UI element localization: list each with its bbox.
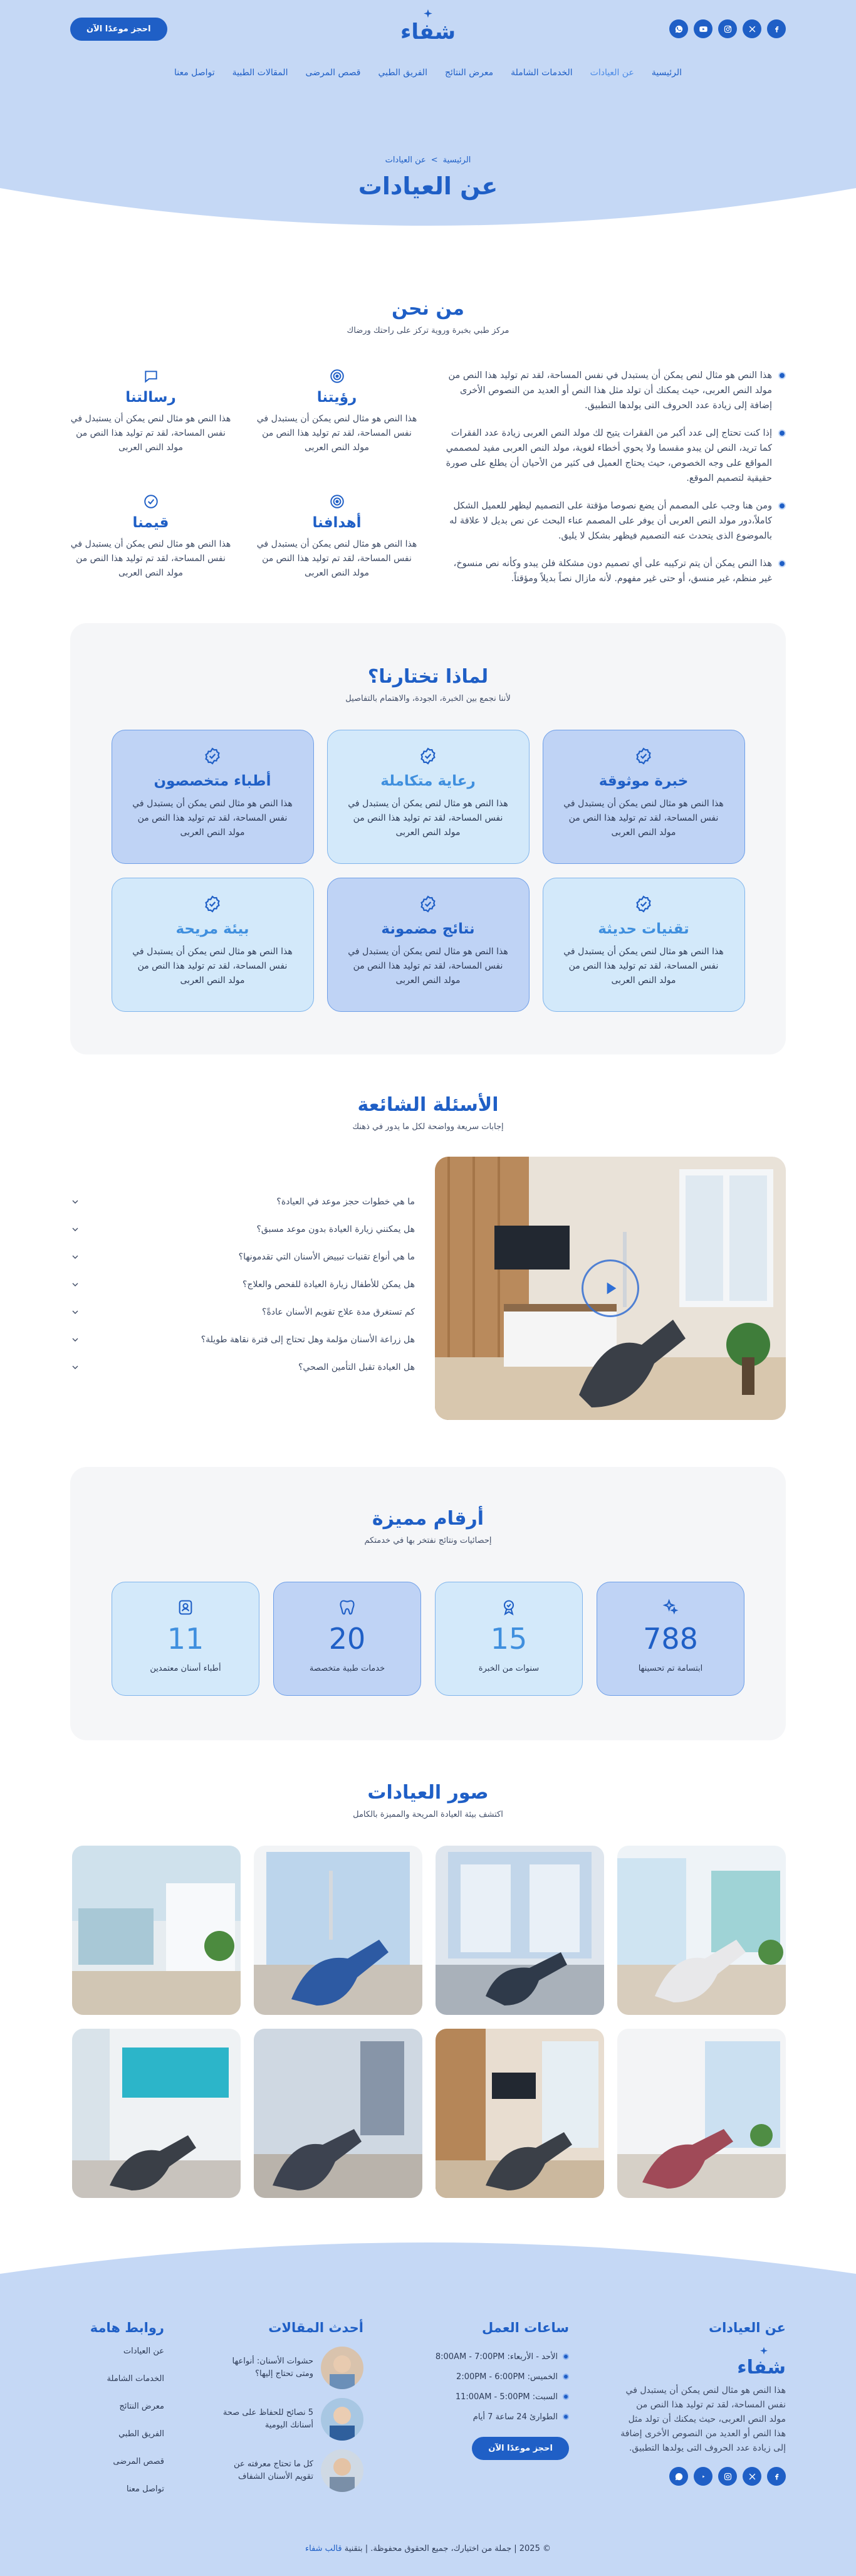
sparkle-icon: [422, 9, 434, 20]
gallery-photo[interactable]: [617, 2029, 786, 2198]
footer-book-appointment-button[interactable]: احجز موعدًا الآن: [472, 2437, 569, 2460]
footer-link-stories[interactable]: قصص المرضى: [113, 2457, 164, 2466]
footer-posts-title: أحدث المقالات: [268, 2320, 363, 2335]
doctor-card-icon: [177, 1599, 194, 1616]
post-item[interactable]: [213, 2398, 363, 2441]
hours-row: الطوارئ 24 ساعة 7 أيام: [412, 2407, 569, 2427]
nav-item-home[interactable]: الرئيسية: [651, 68, 682, 78]
stat-label: أطباء أسنان معتمدين: [150, 1664, 221, 1673]
clinic-photo: [436, 1846, 604, 2015]
post-title: كل ما تحتاج معرفته عن تقويم الأسنان الشفاف: [234, 2459, 313, 2481]
bullet-icon: [563, 2414, 569, 2420]
page-title: عن العيادات: [358, 172, 498, 200]
footer-links-title: روابط هامة: [90, 2320, 164, 2335]
why-us-cards: [70, 730, 786, 1012]
faq-item[interactable]: هل زراعة الأسنان مؤلمة وهل تحتاج إلى فترة نقاهة طويلة؟: [70, 1326, 415, 1354]
chevron-down-icon: [70, 1197, 80, 1207]
clinic-photo: [72, 2029, 241, 2198]
topbar: [70, 14, 786, 44]
footer-hours-title: ساعات العمل: [482, 2320, 569, 2335]
why-card: [327, 730, 530, 864]
hero-wave: [0, 176, 856, 251]
badge-check-icon: [419, 747, 437, 765]
whatsapp-icon[interactable]: [669, 2467, 688, 2486]
about-point: هذا النص يمكن أن يتم تركيبه على أي تصميم دون مشكلة فلن يبدو وكأنه نص منسوخ، غير منظم، غير منسق، أو حتى غير مفهوم. لأنه مازال نصاً بديلاً ومؤقتاً.: [442, 556, 786, 586]
post-thumbnail: [321, 2347, 363, 2389]
about-section: [70, 298, 786, 599]
why-card-text: هذا النص هو مثال لنص يمكن أن يستبدل في نفس المساحة، لقد تم توليد هذا النص من مولد النص العربى: [563, 947, 724, 986]
whatsapp-icon[interactable]: [669, 19, 688, 38]
clinic-photo: [254, 1846, 422, 2015]
why-card-title: أطباء متخصصون: [154, 773, 271, 789]
faq-list: [70, 1157, 415, 1420]
why-us-title: لماذا تختارنا؟: [367, 666, 489, 688]
about-card-text: هذا النص هو مثال لنص يمكن أن يستبدل في نفس المساحة، لقد تم توليد هذا النص من مولد النص العربى: [70, 414, 231, 453]
why-card: [327, 878, 530, 1012]
stat-card: [435, 1582, 583, 1696]
badge-check-icon: [203, 747, 222, 765]
copyright: [0, 2544, 856, 2553]
stat-card: [112, 1582, 259, 1696]
chevron-down-icon: [70, 1335, 80, 1345]
about-point: ومن هنا وجب على المصمم أن يضع نصوصا مؤقتة على التصميم ليظهر للعميل الشكل كاملاً،دور مولد النص العربى أن يوفر على المصمم عناء البحث عن نص بديل لا علاقة له بالموضوع الذى يتحدث عنه التصميم فيظهر بشكل لا يليق.: [442, 498, 786, 544]
post-item[interactable]: [213, 2449, 363, 2492]
about-point: إذا كنت تحتاج إلى عدد أكبر من الفقرات يتيح لك مولد النص العربى زيادة عدد الفقرات كما تريد، النص لن يبدو مقسما ولا يحوي أخطاء لغوية، مولد النص العربى مفيد لمصممي المواقع على وجه الخصوص، حيث يحتاج العميل فى كثير من الأحيان أن يطلع على صورة حقيقية لتصميم الموقع.: [442, 426, 786, 486]
gallery-photo[interactable]: [254, 2029, 422, 2198]
target-icon: [329, 493, 345, 510]
x-icon[interactable]: [743, 2467, 761, 2486]
book-appointment-button[interactable]: احجز موعدًا الآن: [70, 18, 167, 41]
sparkle-icon: [662, 1599, 679, 1616]
about-subtitle: مركز طبي بخبرة وروية تركز على راحتك ورضاك: [347, 326, 509, 335]
about-title: من نحن: [392, 298, 464, 320]
about-card-text: هذا النص هو مثال لنص يمكن أن يستبدل في نفس المساحة، لقد تم توليد هذا النص من مولد النص العربى: [70, 539, 231, 578]
logo-text: شفاء: [400, 19, 456, 45]
why-card-title: تقنيات حديثة: [598, 921, 689, 937]
nav-item-contact[interactable]: تواصل معنا: [174, 68, 215, 78]
footer-link-contact[interactable]: تواصل معنا: [126, 2484, 164, 2494]
social-links: [669, 19, 786, 38]
footer-hours: [412, 2320, 569, 2512]
bullet-icon: [563, 2394, 569, 2400]
stat-card: [273, 1582, 421, 1696]
instagram-icon[interactable]: [718, 19, 737, 38]
stat-label: سنوات من الخبرة: [478, 1664, 540, 1673]
about-point: هذا النص هو مثال لنص يمكن أن يستبدل في نفس المساحة، لقد تم توليد هذا النص من مولد النص العربى، حيث يمكنك أن تولد مثل هذا النص أو العديد من النصوص الأخرى إضافة إلى زيادة عدد الحروف التى يولدها التطبيق.: [442, 368, 786, 413]
youtube-icon[interactable]: [694, 2467, 712, 2486]
nav-item-articles[interactable]: المقالات الطبية: [232, 68, 288, 78]
faq-title: الأسئلة الشائعة: [357, 1094, 499, 1116]
why-card-title: خبرة موثوقة: [598, 773, 689, 789]
stats-cards: [70, 1582, 786, 1696]
gallery-photo[interactable]: [436, 2029, 604, 2198]
breadcrumb-home[interactable]: الرئيسية: [442, 155, 471, 165]
gallery-photo[interactable]: [254, 1846, 422, 2015]
copyright-brand-link[interactable]: قالب شفاء: [305, 2544, 342, 2553]
site-logo[interactable]: [400, 9, 456, 44]
clinic-photo: [617, 1846, 786, 2015]
footer-link-services[interactable]: الخدمات الشاملة: [107, 2374, 164, 2384]
gallery-section: [70, 1782, 786, 2198]
bullet-icon: [563, 2374, 569, 2380]
medal-icon: [500, 1599, 518, 1616]
bullet-icon: [778, 502, 786, 510]
faq-item[interactable]: هل العيادة تقبل التأمين الصحي؟: [70, 1354, 415, 1381]
hours-row: السبت: 11:00AM - 5:00PM: [412, 2387, 569, 2407]
faq-section: [70, 1094, 786, 1420]
badge-check-icon: [634, 895, 653, 913]
footer-logo[interactable]: [737, 2347, 786, 2379]
about-card-title: رسالتنا: [125, 389, 176, 406]
why-card: [543, 730, 745, 864]
breadcrumb-current: عن العيادات: [385, 155, 426, 165]
badge-check-icon: [634, 747, 653, 765]
gallery-photo[interactable]: [72, 1846, 241, 2015]
faq-item[interactable]: كم تستغرق مدة علاج تقويم الأسنان عادةً؟: [70, 1298, 415, 1326]
breadcrumb: [0, 155, 856, 165]
footer-social-links: [618, 2467, 786, 2486]
post-title: 5 نصائح للحفاظ على صحة أسنانك اليومية: [222, 2408, 313, 2430]
footer-link-results[interactable]: معرض النتائج: [119, 2402, 164, 2411]
stats-section: [70, 1467, 786, 1740]
nav-item-about[interactable]: عن العيادات: [590, 68, 634, 78]
bullet-icon: [563, 2353, 569, 2360]
chevron-down-icon: [70, 1224, 80, 1234]
about-card-mission: [70, 368, 231, 473]
faq-item[interactable]: هل يمكنني زيارة العيادة بدون موعد مسبق؟: [70, 1216, 415, 1243]
logo-text: شفاء: [737, 2357, 786, 2379]
nav-item-team[interactable]: الفريق الطبي: [378, 68, 427, 78]
faq-item[interactable]: هل يمكن للأطفال زيارة العيادة للفحص والعلاج؟: [70, 1271, 415, 1298]
chevron-down-icon: [70, 1280, 80, 1290]
stat-value: 15: [490, 1622, 528, 1656]
about-card-vision: [256, 368, 417, 473]
why-card: [543, 878, 745, 1012]
gallery-photo[interactable]: [617, 1846, 786, 2015]
why-card-title: رعاية متكاملة: [380, 773, 476, 789]
faq-item[interactable]: ما هي خطوات حجز موعد في العيادة؟: [70, 1188, 415, 1216]
footer-link-team[interactable]: الفريق الطبي: [118, 2429, 164, 2439]
clinic-photo: [617, 2029, 786, 2198]
gallery-title: صور العيادات: [367, 1782, 489, 1804]
why-card-text: هذا النص هو مثال لنص يمكن أن يستبدل في نفس المساحة، لقد تم توليد هذا النص من مولد النص العربى: [563, 799, 724, 838]
nav-item-stories[interactable]: قصص المرضى: [305, 68, 361, 78]
badge-check-icon: [419, 895, 437, 913]
play-video-button[interactable]: [582, 1259, 639, 1317]
clinic-photo: [436, 2029, 604, 2198]
clinic-video-thumbnail[interactable]: [435, 1157, 786, 1420]
instagram-icon[interactable]: [718, 2467, 737, 2486]
facebook-icon[interactable]: [767, 2467, 786, 2486]
footer-about-text: هذا النص هو مثال لنص يمكن أن يستبدل في نفس المساحة، لقد تم توليد هذا النص من مولد النص العربى، حيث يمكنك أن تولد مثل هذا النص أو العديد من النصوص الأخرى إضافة إلى زيادة عدد الحروف التى يولدها التطبيق.: [620, 2385, 786, 2453]
stat-label: خدمات طبية متخصصة: [309, 1664, 385, 1673]
why-card-text: هذا النص هو مثال لنص يمكن أن يستبدل في نفس المساحة، لقد تم توليد هذا النص من مولد النص العربى: [348, 799, 508, 838]
hero-section: [0, 0, 856, 251]
faq-item[interactable]: ما هي أنواع تقنيات تبييض الأسنان التي تقدمونها؟: [70, 1243, 415, 1271]
badge-check-icon: [203, 895, 222, 913]
why-card-title: نتائج مضمونة: [381, 921, 475, 937]
stats-title: أرقام مميزة: [372, 1508, 484, 1530]
clinic-photo: [254, 2029, 422, 2198]
gallery-subtitle: اكتشف بيئة العيادة المريحة والمميزة بالكامل: [353, 1810, 503, 1819]
bullet-icon: [778, 429, 786, 437]
stat-label: ابتسامة تم تحسينها: [638, 1664, 703, 1673]
bullet-icon: [778, 372, 786, 379]
footer-wave: [0, 2236, 856, 2305]
footer-about: [618, 2320, 786, 2512]
stat-card: [597, 1582, 744, 1696]
footer-links: [70, 2320, 164, 2512]
facebook-icon[interactable]: [767, 19, 786, 38]
chevron-down-icon: [70, 1307, 80, 1317]
why-card-text: هذا النص هو مثال لنص يمكن أن يستبدل في نفس المساحة، لقد تم توليد هذا النص من مولد النص العربى: [132, 947, 293, 986]
nav-item-services[interactable]: الخدمات الشاملة: [511, 68, 573, 78]
x-icon[interactable]: [743, 19, 761, 38]
why-us-section: [70, 623, 786, 1054]
chevron-down-icon: [70, 1362, 80, 1372]
about-card-title: قيمنا: [132, 515, 169, 531]
clinic-photo: [72, 1846, 241, 2015]
hours-row: الخميس: 2:00PM - 6:00PM: [412, 2367, 569, 2387]
footer-link-about[interactable]: عن العيادات: [123, 2347, 164, 2356]
about-card-title: أهدافنا: [312, 515, 362, 531]
bullet-icon: [778, 560, 786, 567]
chat-icon: [143, 368, 159, 384]
about-card-values: [70, 493, 231, 599]
tooth-icon: [338, 1599, 356, 1616]
about-card-goals: [256, 493, 417, 599]
post-item[interactable]: [213, 2347, 363, 2389]
about-cards: [70, 368, 417, 599]
footer-about-title: عن العيادات: [708, 2320, 786, 2335]
hours-row: الأحد - الأربعاء: 8:00AM - 7:00PM: [412, 2347, 569, 2367]
post-thumbnail: [321, 2449, 363, 2492]
stat-value: 11: [167, 1622, 204, 1656]
post-thumbnail: [321, 2398, 363, 2441]
gallery-photo[interactable]: [72, 2029, 241, 2198]
why-card: [112, 730, 314, 864]
why-card-text: هذا النص هو مثال لنص يمكن أن يستبدل في نفس المساحة، لقد تم توليد هذا النص من مولد النص العربى: [348, 947, 508, 986]
about-card-text: هذا النص هو مثال لنص يمكن أن يستبدل في نفس المساحة، لقد تم توليد هذا النص من مولد النص العربى: [256, 414, 417, 453]
stat-value: 788: [643, 1622, 698, 1656]
post-title: حشوات الأسنان: أنواعها ومتى تحتاج إليها؟: [232, 2357, 313, 2379]
sparkle-icon: [759, 2347, 769, 2357]
play-icon: [600, 1278, 620, 1298]
about-points: [442, 368, 786, 599]
why-card: [112, 878, 314, 1012]
gallery-grid: [70, 1846, 786, 2198]
why-us-subtitle: لأننا نجمع بين الخبرة، الجودة، والاهتمام بالتفاصيل: [345, 694, 511, 703]
why-card-text: هذا النص هو مثال لنص يمكن أن يستبدل في نفس المساحة، لقد تم توليد هذا النص من مولد النص العربى: [132, 799, 293, 838]
stats-subtitle: إحصائيات ونتائج نفتخر بها في خدمتكم: [364, 1536, 492, 1545]
gallery-photo[interactable]: [436, 1846, 604, 2015]
nav-item-results[interactable]: معرض النتائج: [444, 68, 494, 78]
main-nav: [0, 68, 856, 78]
stat-value: 20: [328, 1622, 366, 1656]
copyright-text: © 2025 | جملة من اختيارك، جميع الحقوق محفوظة. | بتقنية: [344, 2544, 551, 2553]
site-footer: [0, 2241, 856, 2576]
about-card-text: هذا النص هو مثال لنص يمكن أن يستبدل في نفس المساحة، لقد تم توليد هذا النص من مولد النص العربى: [256, 539, 417, 578]
why-card-title: بيئة مريحة: [175, 921, 249, 937]
youtube-icon[interactable]: [694, 19, 712, 38]
about-card-title: رؤيتنا: [316, 389, 357, 406]
footer-posts: [213, 2320, 363, 2512]
target-icon: [329, 368, 345, 384]
check-circle-icon: [143, 493, 159, 510]
faq-subtitle: إجابات سريعة وواضحة لكل ما يدور في ذهنك: [352, 1122, 504, 1132]
chevron-down-icon: [70, 1252, 80, 1262]
breadcrumb-separator: >: [431, 155, 438, 165]
